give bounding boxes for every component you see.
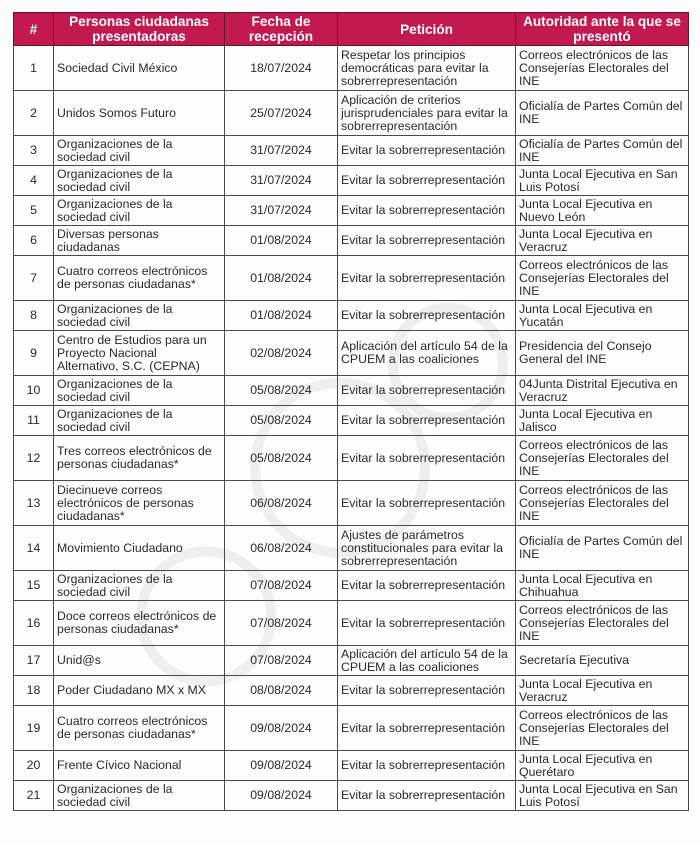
cell-petition: Evitar la sobrerrepresentación [338,676,516,706]
cell-date: 06/08/2024 [225,526,338,571]
table-row [14,526,689,571]
cell-persons: Organizaciones de la sociedad civil [54,166,225,196]
cell-persons: Tres correos electrónicos de personas ciudadanas* [54,436,225,481]
cell-number: 5 [14,196,54,226]
table-row [14,571,689,601]
cell-number: 6 [14,226,54,256]
cell-number: 4 [14,166,54,196]
cell-persons: Poder Ciudadano MX x MX [54,676,225,706]
cell-date: 05/08/2024 [225,376,338,406]
cell-date: 02/08/2024 [225,331,338,376]
cell-persons: Centro de Estudios para un Proyecto Nacional Alternativo, S.C. (CEPNA) [54,331,225,376]
cell-persons: Organizaciones de la sociedad civil [54,406,225,436]
cell-petition: Aplicación del artículo 54 de la CPUEM a las coaliciones [338,331,516,376]
cell-petition: Evitar la sobrerrepresentación [338,196,516,226]
cell-authority: Junta Local Ejecutiva en San Luis Potosí [516,781,689,811]
cell-date: 09/08/2024 [225,751,338,781]
cell-petition: Evitar la sobrerrepresentación [338,436,516,481]
cell-date: 07/08/2024 [225,571,338,601]
cell-number: 17 [14,646,54,676]
table-row [14,781,689,811]
cell-number: 21 [14,781,54,811]
cell-date: 07/08/2024 [225,646,338,676]
cell-authority: Oficialía de Partes Común del INE [516,136,689,166]
cell-petition: Evitar la sobrerrepresentación [338,256,516,301]
cell-number: 10 [14,376,54,406]
table-row [14,436,689,481]
cell-number: 14 [14,526,54,571]
cell-petition: Evitar la sobrerrepresentación [338,136,516,166]
table-row [14,301,689,331]
cell-authority: 04Junta Distrital Ejecutiva en Veracruz [516,376,689,406]
cell-number: 8 [14,301,54,331]
cell-authority: Correos electrónicos de las Consejerías Electorales del INE [516,436,689,481]
header-date: Fecha de recepción [225,13,338,46]
cell-number: 3 [14,136,54,166]
table-row [14,406,689,436]
cell-petition: Evitar la sobrerrepresentación [338,166,516,196]
cell-number: 2 [14,91,54,136]
table-header-row [14,13,689,46]
cell-persons: Organizaciones de la sociedad civil [54,376,225,406]
cell-authority: Presidencia del Consejo General del INE [516,331,689,376]
cell-persons: Frente Cívico Nacional [54,751,225,781]
cell-persons: Diecinueve correos electrónicos de personas ciudadanas* [54,481,225,526]
cell-persons: Unid@s [54,646,225,676]
table-row [14,676,689,706]
cell-number: 19 [14,706,54,751]
cell-number: 1 [14,46,54,91]
cell-date: 31/07/2024 [225,136,338,166]
cell-persons: Diversas personas ciudadanas [54,226,225,256]
cell-number: 9 [14,331,54,376]
cell-petition: Evitar la sobrerrepresentación [338,301,516,331]
table-row [14,751,689,781]
table-row [14,706,689,751]
header-number: # [14,13,54,46]
table-row [14,601,689,646]
cell-date: 31/07/2024 [225,196,338,226]
cell-persons: Sociedad Civil México [54,46,225,91]
cell-petition: Evitar la sobrerrepresentación [338,571,516,601]
header-authority: Autoridad ante la que se presentó [516,13,689,46]
cell-persons: Organizaciones de la sociedad civil [54,781,225,811]
cell-persons: Organizaciones de la sociedad civil [54,571,225,601]
cell-number: 12 [14,436,54,481]
cell-number: 13 [14,481,54,526]
cell-authority: Junta Local Ejecutiva en Yucatán [516,301,689,331]
cell-authority: Junta Local Ejecutiva en Nuevo León [516,196,689,226]
cell-petition: Evitar la sobrerrepresentación [338,601,516,646]
cell-date: 01/08/2024 [225,256,338,301]
cell-authority: Junta Local Ejecutiva en Jalisco [516,406,689,436]
cell-authority: Junta Local Ejecutiva en Querétaro [516,751,689,781]
cell-authority: Correos electrónicos de las Consejerías Electorales del INE [516,601,689,646]
cell-persons: Organizaciones de la sociedad civil [54,301,225,331]
cell-petition: Evitar la sobrerrepresentación [338,406,516,436]
cell-petition: Aplicación del artículo 54 de la CPUEM a las coaliciones [338,646,516,676]
cell-date: 01/08/2024 [225,226,338,256]
cell-petition: Aplicación de criterios jurisprudenciales para evitar la sobrerrepresentación [338,91,516,136]
cell-date: 09/08/2024 [225,706,338,751]
cell-persons: Doce correos electrónicos de personas ciudadanas* [54,601,225,646]
cell-number: 18 [14,676,54,706]
cell-date: 18/07/2024 [225,46,338,91]
petitions-table [13,12,689,811]
table-row [14,646,689,676]
cell-persons: Unidos Somos Futuro [54,91,225,136]
cell-petition: Ajustes de parámetros constitucionales para evitar la sobrerrepresentación [338,526,516,571]
cell-date: 05/08/2024 [225,436,338,481]
cell-date: 07/08/2024 [225,601,338,646]
cell-petition: Evitar la sobrerrepresentación [338,226,516,256]
cell-number: 16 [14,601,54,646]
table-row [14,331,689,376]
cell-petition: Respetar los principios democráticas para evitar la sobrerrepresentación [338,46,516,91]
table-row [14,166,689,196]
cell-authority: Oficialía de Partes Común del INE [516,91,689,136]
cell-persons: Movimiento Ciudadano [54,526,225,571]
cell-petition: Evitar la sobrerrepresentación [338,751,516,781]
table-row [14,91,689,136]
cell-petition: Evitar la sobrerrepresentación [338,706,516,751]
cell-authority: Junta Local Ejecutiva en Veracruz [516,676,689,706]
cell-petition: Evitar la sobrerrepresentación [338,781,516,811]
table-row [14,256,689,301]
cell-date: 31/07/2024 [225,166,338,196]
cell-authority: Junta Local Ejecutiva en San Luis Potosí [516,166,689,196]
cell-date: 09/08/2024 [225,781,338,811]
cell-number: 7 [14,256,54,301]
cell-authority: Correos electrónicos de las Consejerías Electorales del INE [516,46,689,91]
cell-number: 11 [14,406,54,436]
cell-persons: Cuatro correos electrónicos de personas ciudadanas* [54,256,225,301]
cell-date: 06/08/2024 [225,481,338,526]
cell-authority: Junta Local Ejecutiva en Veracruz [516,226,689,256]
cell-authority: Oficialía de Partes Común del INE [516,526,689,571]
cell-persons: Organizaciones de la sociedad civil [54,196,225,226]
header-petition: Petición [338,13,516,46]
cell-authority: Secretaría Ejecutiva [516,646,689,676]
cell-persons: Cuatro correos electrónicos de personas ciudadanas* [54,706,225,751]
cell-authority: Correos electrónicos de las Consejerías Electorales del INE [516,481,689,526]
table-row [14,481,689,526]
cell-petition: Evitar la sobrerrepresentación [338,376,516,406]
table-row [14,46,689,91]
cell-date: 05/08/2024 [225,406,338,436]
table-row [14,226,689,256]
table-row [14,196,689,226]
cell-date: 25/07/2024 [225,91,338,136]
cell-date: 01/08/2024 [225,301,338,331]
header-persons: Personas ciudadanas presentadoras [54,13,225,46]
cell-authority: Correos electrónicos de las Consejerías Electorales del INE [516,706,689,751]
table-row [14,136,689,166]
cell-authority: Junta Local Ejecutiva en Chihuahua [516,571,689,601]
cell-date: 08/08/2024 [225,676,338,706]
table-row [14,376,689,406]
cell-authority: Correos electrónicos de las Consejerías Electorales del INE [516,256,689,301]
cell-persons: Organizaciones de la sociedad civil [54,136,225,166]
cell-number: 20 [14,751,54,781]
cell-petition: Evitar la sobrerrepresentación [338,481,516,526]
cell-number: 15 [14,571,54,601]
